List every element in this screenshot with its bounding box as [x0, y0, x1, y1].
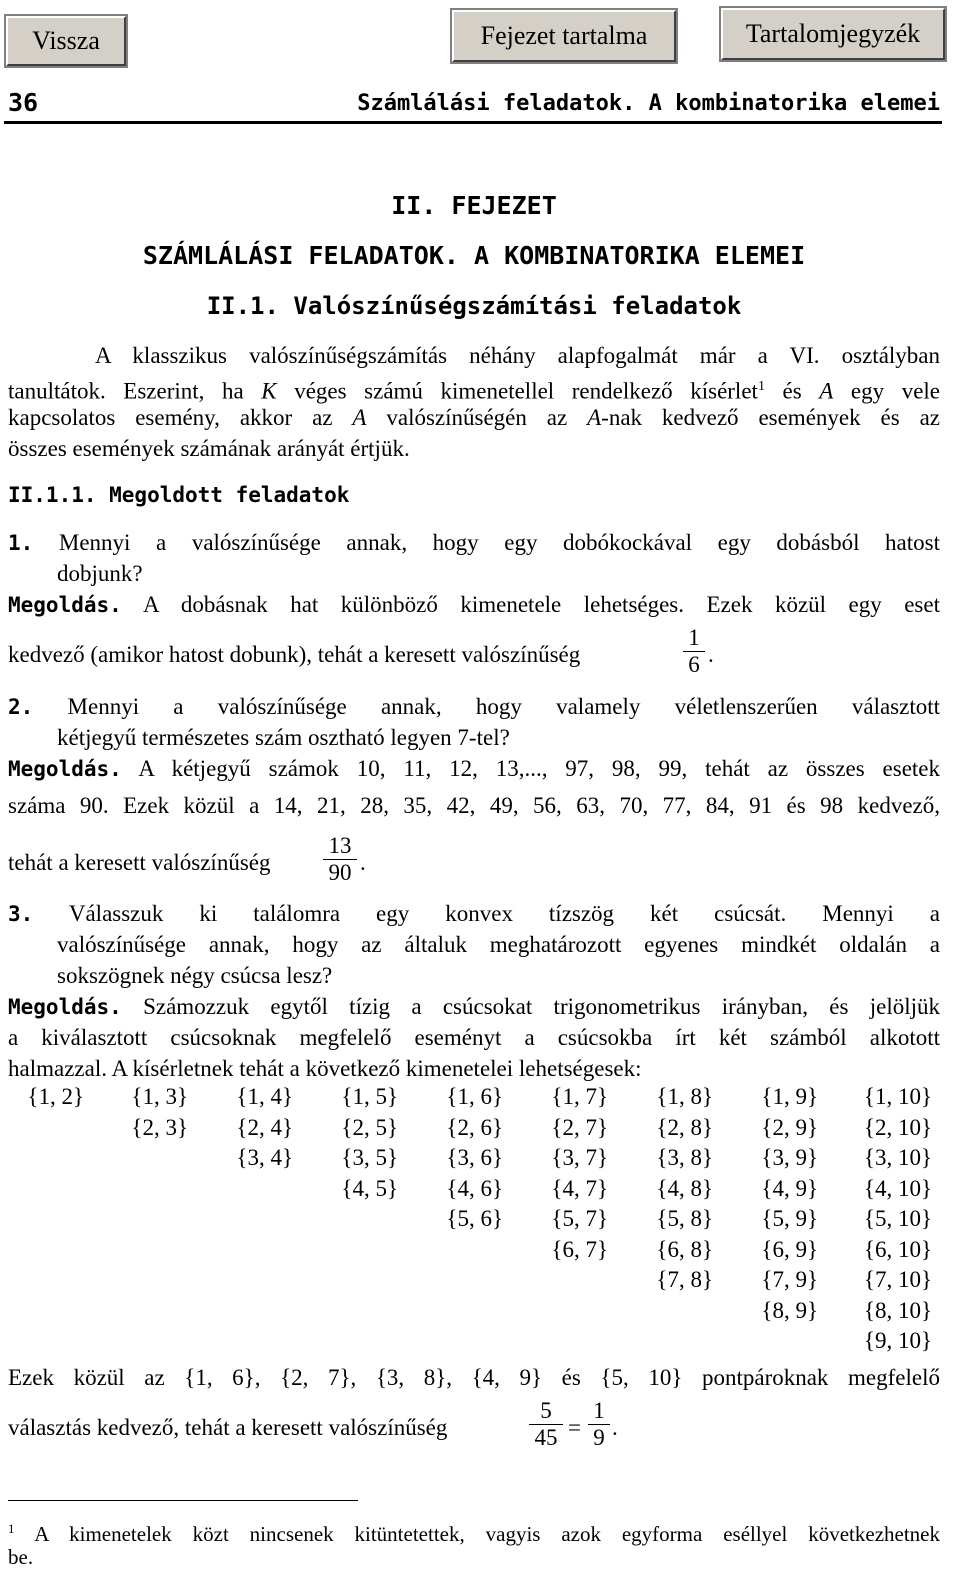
- intro-text: egy vele: [833, 378, 941, 404]
- problem-3-line-2: valószínűsége annak, hogy az általuk meghatározott egyenes mindkét oldalán a: [57, 932, 940, 957]
- outcome-set: {5, 10}: [863, 1206, 932, 1231]
- intro-text: és: [764, 378, 820, 404]
- period: .: [708, 642, 714, 667]
- outcome-set: {2, 8}: [656, 1115, 713, 1140]
- solution-label: Megoldás.: [8, 593, 122, 617]
- outcome-set: {2, 9}: [761, 1115, 818, 1140]
- outcome-set: {9, 10}: [863, 1328, 932, 1353]
- fraction-denominator: 90: [328, 860, 352, 885]
- solution-1-line-2: kedvező (amikor hatost dobunk), tehát a keresett valószínűség: [8, 642, 581, 667]
- problem-text: Válasszuk ki találomra egy konvex tízszög két csúcsát. Mennyi a: [68, 901, 940, 926]
- table-of-contents-button[interactable]: Tartalomjegyzék: [721, 8, 945, 60]
- back-button[interactable]: Vissza: [6, 16, 126, 66]
- conclusion-line-1: Ezek közül az {1, 6}, {2, 7}, {3, 8}, {4, 9} és {5, 10} pontpároknak megfelelő: [8, 1365, 940, 1390]
- outcome-set: {8, 9}: [761, 1298, 818, 1323]
- outcome-set: {3, 9}: [761, 1145, 818, 1170]
- page-number: 36: [8, 88, 39, 117]
- outcome-set: {2, 5}: [341, 1115, 398, 1140]
- footnote-ref[interactable]: 1: [757, 379, 765, 394]
- problem-text: Mennyi a valószínűsége annak, hogy egy dobókockával egy dobásból hatost: [58, 530, 940, 555]
- chapter-title: SZÁMLÁLÁSI FELADATOK. A KOMBINATORIKA ELEMEI: [142, 241, 806, 270]
- fraction-numerator: 1: [688, 625, 700, 650]
- outcome-set: {1, 6}: [446, 1084, 503, 1109]
- fraction-1-6: [680, 625, 708, 678]
- solution-2-line-1: [8, 753, 940, 785]
- intro-line-3: [8, 402, 940, 433]
- solution-text: A dobásnak hat különböző kimenetele lehetséges. Ezek közül egy eset: [143, 592, 940, 617]
- period: .: [360, 850, 366, 875]
- subsection-title: II.1.1. Megoldott feladatok: [8, 483, 350, 507]
- outcome-set: {1, 4}: [236, 1084, 293, 1109]
- period: .: [612, 1415, 618, 1440]
- var-a: A: [587, 405, 602, 430]
- fraction-13-90: [320, 833, 360, 886]
- outcome-set: {7, 10}: [863, 1267, 932, 1292]
- outcome-set: {3, 7}: [551, 1145, 608, 1170]
- intro-text: tanultátok. Eszerint, ha: [8, 378, 262, 404]
- header-rule: [4, 121, 942, 124]
- intro-line-1: A klasszikus valószínűségszámítás néhány alapfogalmát már a VI. osztályban: [95, 343, 940, 368]
- outcome-set: {2, 6}: [446, 1115, 503, 1140]
- var-a: A: [819, 378, 834, 404]
- outcome-set: {1, 5}: [341, 1084, 398, 1109]
- fraction-numerator: 13: [328, 833, 352, 858]
- solution-label: Megoldás.: [8, 757, 122, 781]
- solution-text: A kétjegyű számok 10, 11, 12, 13,..., 97, 98, 99, tehát az összes esetek: [138, 756, 941, 781]
- solution-3-line-3: halmazzal. A kísérletnek tehát a következő kimenetelei lehetségesek:: [8, 1056, 642, 1081]
- outcome-set: {8, 10}: [863, 1298, 932, 1323]
- outcome-set: {2, 10}: [863, 1115, 932, 1140]
- outcome-set: {1, 8}: [656, 1084, 713, 1109]
- outcome-set: {4, 7}: [551, 1176, 608, 1201]
- outcome-set: {2, 7}: [551, 1115, 608, 1140]
- intro-text: -nak kedvező események és az: [601, 405, 940, 430]
- fraction-denominator: 9: [593, 1425, 605, 1450]
- fraction-denominator: 6: [688, 652, 700, 677]
- chapter-number: II. FEJEZET: [391, 191, 557, 220]
- conclusion-line-2: választás kedvező, tehát a keresett valószínűség: [8, 1415, 448, 1440]
- outcome-set: {6, 7}: [551, 1237, 608, 1262]
- problem-2-line-1: [8, 691, 940, 723]
- problem-1-line-2: dobjunk?: [57, 561, 143, 586]
- outcome-set: {7, 8}: [656, 1267, 713, 1292]
- outcome-set: {4, 5}: [341, 1176, 398, 1201]
- footnote-line-2: be.: [8, 1545, 34, 1569]
- outcome-set: {1, 9}: [761, 1084, 818, 1109]
- outcome-set: {6, 8}: [656, 1237, 713, 1262]
- outcome-set: {6, 9}: [761, 1237, 818, 1262]
- problem-2-line-2: kétjegyű természetes szám osztható legyen 7-tel?: [57, 725, 510, 750]
- outcome-set: {1, 10}: [863, 1084, 932, 1109]
- fraction-numerator: 1: [593, 1398, 605, 1423]
- problem-1-line-1: [8, 527, 940, 559]
- fraction-numerator: 5: [540, 1398, 552, 1423]
- outcome-set: {5, 6}: [446, 1206, 503, 1231]
- fraction-5-45: [526, 1398, 566, 1451]
- equals-sign: =: [568, 1415, 581, 1440]
- outcome-set: {1, 7}: [551, 1084, 608, 1109]
- var-k: K: [261, 378, 277, 404]
- solution-2-line-2: száma 90. Ezek közül a 14, 21, 28, 35, 42, 49, 56, 63, 70, 77, 84, 91 és 98 kedvező,: [8, 793, 940, 818]
- outcome-set: {3, 5}: [341, 1145, 398, 1170]
- intro-text: véges számú kimenetellel rendelkező kísérlet: [276, 378, 758, 404]
- problem-3-line-3: sokszögnek négy csúcsa lesz?: [57, 963, 333, 988]
- outcome-set: {5, 9}: [761, 1206, 818, 1231]
- outcome-set: {3, 6}: [446, 1145, 503, 1170]
- outcome-set: {3, 4}: [236, 1145, 293, 1170]
- intro-text: valószínűségén az: [366, 405, 588, 430]
- footnote-text: A kimenetelek közt nincsenek kitüntetettek, vagyis azok egyforma eséllyel következhetnek: [34, 1522, 940, 1546]
- solution-3-line-2: a kiválasztott csúcsoknak megfelelő eseményt a csúcsokba írt két számból alkotott: [8, 1025, 940, 1050]
- outcome-sets-table: [0, 1082, 960, 1362]
- outcome-set: {3, 10}: [863, 1145, 932, 1170]
- outcome-set: {3, 8}: [656, 1145, 713, 1170]
- problem-3-line-1: [8, 898, 940, 930]
- outcome-set: {4, 8}: [656, 1176, 713, 1201]
- chapter-contents-button[interactable]: Fejezet tartalma: [452, 10, 676, 62]
- solution-text: Számozzuk egytől tízig a csúcsokat trigonometrikus irányban, és jelöljük: [143, 994, 940, 1019]
- footnote-mark: 1: [8, 1521, 15, 1536]
- outcome-set: {2, 3}: [131, 1115, 188, 1140]
- footnote-line-1: [8, 1515, 940, 1548]
- problem-number: 3.: [8, 902, 34, 926]
- footnote-rule: [8, 1500, 358, 1501]
- solution-3-line-1: [8, 991, 940, 1023]
- fraction-1-9: [586, 1398, 612, 1451]
- outcome-set: {6, 10}: [863, 1237, 932, 1262]
- solution-label: Megoldás.: [8, 995, 122, 1019]
- outcome-set: {5, 7}: [551, 1206, 608, 1231]
- problem-text: Mennyi a valószínűsége annak, hogy valamely véletlenszerűen választott: [67, 694, 941, 719]
- outcome-set: {4, 9}: [761, 1176, 818, 1201]
- running-title: Számlálási feladatok. A kombinatorika elemei: [357, 91, 940, 116]
- section-title: II.1. Valószínűségszámítási feladatok: [206, 292, 742, 320]
- solution-2-line-3: tehát a keresett valószínűség: [8, 850, 271, 875]
- var-a: A: [352, 405, 367, 430]
- outcome-set: {2, 4}: [236, 1115, 293, 1140]
- outcome-set: {4, 10}: [863, 1176, 932, 1201]
- solution-1-line-1: [8, 589, 940, 621]
- problem-number: 2.: [8, 695, 34, 719]
- outcome-set: {5, 8}: [656, 1206, 713, 1231]
- outcome-set: {7, 9}: [761, 1267, 818, 1292]
- outcome-set: {1, 3}: [131, 1084, 188, 1109]
- outcome-set: {4, 6}: [446, 1176, 503, 1201]
- problem-number: 1.: [8, 531, 34, 555]
- outcome-set: {1, 2}: [27, 1084, 84, 1109]
- fraction-denominator: 45: [534, 1425, 558, 1450]
- intro-text: kapcsolatos esemény, akkor az: [8, 405, 353, 430]
- intro-line-4: összes események számának arányát értjük.: [8, 436, 410, 461]
